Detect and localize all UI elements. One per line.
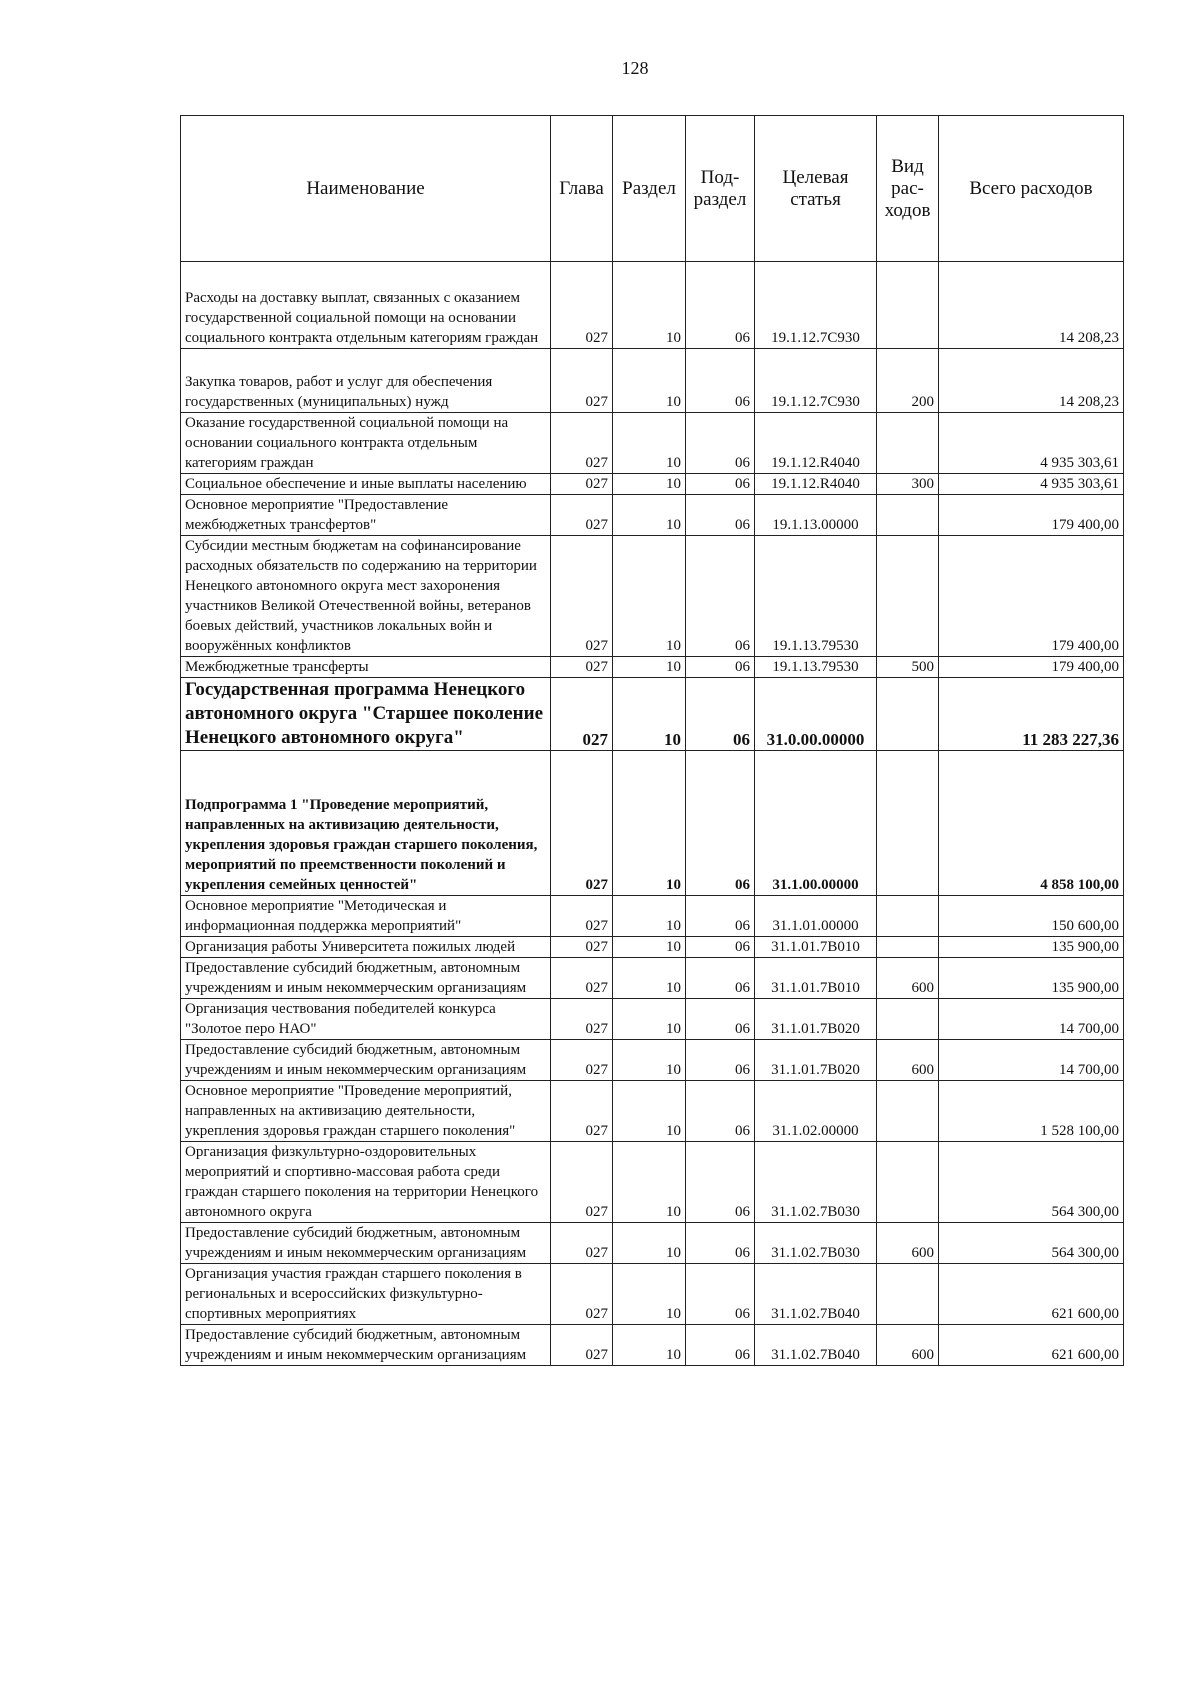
table-row [181,1040,1124,1081]
row-chapter: 027 [551,937,613,958]
header-name: Наименование [181,116,551,262]
row-target: 31.1.01.7В020 [755,999,877,1040]
row-section: 10 [613,413,686,474]
row-chapter: 027 [551,1223,613,1264]
row-section: 10 [613,1142,686,1223]
row-type [877,896,939,937]
row-chapter: 027 [551,1142,613,1223]
row-target: 19.1.12.7С930 [755,349,877,413]
row-type [877,1264,939,1325]
row-total: 4 935 303,61 [939,413,1124,474]
row-type [877,413,939,474]
row-chapter: 027 [551,262,613,349]
row-name: Основное мероприятие "Методическая и информационная поддержка мероприятий" [181,896,551,937]
row-type [877,495,939,536]
row-subsection: 06 [686,999,755,1040]
row-total: 564 300,00 [939,1223,1124,1264]
row-total: 14 700,00 [939,999,1124,1040]
row-name: Предоставление субсидий бюджетным, автономным учреждениям и иным некоммерческим организациям [181,958,551,999]
row-type [877,536,939,657]
row-target: 31.1.01.7В020 [755,1040,877,1081]
row-total: 179 400,00 [939,657,1124,678]
row-name: Организация физкультурно-оздоровительных мероприятий и спортивно-массовая работа среди граждан старшего поколения на территории Ненецкого автономного округа [181,1142,551,1223]
row-target: 31.1.01.7В010 [755,958,877,999]
row-subsection: 06 [686,896,755,937]
header-total: Всего расходов [939,116,1124,262]
row-subsection: 06 [686,678,755,751]
row-chapter: 027 [551,349,613,413]
row-name: Предоставление субсидий бюджетным, автономным учреждениям и иным некоммерческим организациям [181,1040,551,1081]
row-name: Предоставление субсидий бюджетным, автономным учреждениям и иным некоммерческим организациям [181,1325,551,1366]
row-type: 600 [877,1325,939,1366]
row-name: Социальное обеспечение и иные выплаты населению [181,474,551,495]
row-section: 10 [613,751,686,896]
row-chapter: 027 [551,958,613,999]
row-type: 600 [877,958,939,999]
row-section: 10 [613,1081,686,1142]
row-total: 564 300,00 [939,1142,1124,1223]
row-chapter: 027 [551,1325,613,1366]
row-subsection: 06 [686,937,755,958]
row-subsection: 06 [686,495,755,536]
page-number: 128 [621,58,649,78]
row-chapter: 027 [551,495,613,536]
row-type [877,999,939,1040]
row-chapter: 027 [551,413,613,474]
row-target: 19.1.12.R4040 [755,474,877,495]
row-section: 10 [613,678,686,751]
row-type: 300 [877,474,939,495]
table-row [181,495,1124,536]
row-total: 150 600,00 [939,896,1124,937]
row-target: 19.1.13.79530 [755,657,877,678]
row-type: 600 [877,1040,939,1081]
row-total: 14 700,00 [939,1040,1124,1081]
row-type [877,1142,939,1223]
row-type: 600 [877,1223,939,1264]
row-target: 19.1.12.7С930 [755,262,877,349]
header-row [181,116,1124,262]
row-total: 135 900,00 [939,937,1124,958]
table-row [181,937,1124,958]
row-name: Организация работы Университета пожилых людей [181,937,551,958]
row-total: 179 400,00 [939,495,1124,536]
row-subsection: 06 [686,751,755,896]
row-chapter: 027 [551,657,613,678]
row-chapter: 027 [551,536,613,657]
header-chapter: Глава [551,116,613,262]
row-target: 31.1.01.00000 [755,896,877,937]
row-total: 4 935 303,61 [939,474,1124,495]
row-type [877,1081,939,1142]
row-total: 11 283 227,36 [939,678,1124,751]
row-subsection: 06 [686,657,755,678]
row-total: 179 400,00 [939,536,1124,657]
table-row [181,1142,1124,1223]
row-section: 10 [613,1264,686,1325]
row-chapter: 027 [551,474,613,495]
table-row [181,349,1124,413]
row-type: 200 [877,349,939,413]
row-subsection: 06 [686,262,755,349]
row-section: 10 [613,495,686,536]
row-name: Оказание государственной социальной помощи на основании социального контракта отдельным категориям граждан [181,413,551,474]
row-subsection: 06 [686,1264,755,1325]
row-section: 10 [613,474,686,495]
row-type [877,262,939,349]
row-total: 621 600,00 [939,1325,1124,1366]
row-target: 31.0.00.00000 [755,678,877,751]
row-target: 19.1.12.R4040 [755,413,877,474]
table-row [181,474,1124,495]
row-chapter: 027 [551,1040,613,1081]
row-name: Организация чествования победителей конкурса "Золотое перо НАО" [181,999,551,1040]
row-section: 10 [613,896,686,937]
row-section: 10 [613,937,686,958]
row-name: Межбюджетные трансферты [181,657,551,678]
row-target: 31.1.00.00000 [755,751,877,896]
row-chapter: 027 [551,751,613,896]
row-subsection: 06 [686,958,755,999]
budget-table [180,115,1124,1366]
row-target: 31.1.02.7В040 [755,1325,877,1366]
row-total: 4 858 100,00 [939,751,1124,896]
row-section: 10 [613,958,686,999]
row-subsection: 06 [686,1325,755,1366]
row-name: Подпрограмма 1 "Проведение мероприятий, направленных на активизацию деятельности, укрепления здоровья граждан старшего поколения, мероприятий по преемственности поколений и укрепления семейных ценностей" [181,751,551,896]
table-row [181,262,1124,349]
row-name: Основное мероприятие "Проведение мероприятий, направленных на активизацию деятельности, укрепления здоровья граждан старшего поколения" [181,1081,551,1142]
row-section: 10 [613,1040,686,1081]
row-total: 621 600,00 [939,1264,1124,1325]
header-target-article: Целевая статья [755,116,877,262]
header-section: Раздел [613,116,686,262]
row-name: Предоставление субсидий бюджетным, автономным учреждениям и иным некоммерческим организациям [181,1223,551,1264]
row-target: 31.1.02.7В030 [755,1223,877,1264]
row-target: 31.1.02.7В040 [755,1264,877,1325]
header-subsection: Под-раздел [686,116,755,262]
row-chapter: 027 [551,678,613,751]
table-row [181,536,1124,657]
row-name: Закупка товаров, работ и услуг для обеспечения государственных (муниципальных) нужд [181,349,551,413]
header-expense-type: Вид рас-ходов [877,116,939,262]
row-subsection: 06 [686,1081,755,1142]
table-row [181,999,1124,1040]
row-section: 10 [613,1325,686,1366]
row-subsection: 06 [686,349,755,413]
row-type: 500 [877,657,939,678]
row-type [877,937,939,958]
row-name: Основное мероприятие "Предоставление межбюджетных трансфертов" [181,495,551,536]
row-name: Организация участия граждан старшего поколения в региональных и всероссийских физкультурно-спортивных мероприятиях [181,1264,551,1325]
row-chapter: 027 [551,1264,613,1325]
row-subsection: 06 [686,1040,755,1081]
row-total: 14 208,23 [939,262,1124,349]
row-section: 10 [613,999,686,1040]
row-subsection: 06 [686,536,755,657]
row-chapter: 027 [551,896,613,937]
row-subsection: 06 [686,1223,755,1264]
row-section: 10 [613,349,686,413]
row-name: Расходы на доставку выплат, связанных с оказанием государственной социальной помощи на основании социального контракта отдельным категориям граждан [181,262,551,349]
row-type [877,678,939,751]
row-subsection: 06 [686,1142,755,1223]
row-total: 14 208,23 [939,349,1124,413]
row-target: 31.1.02.7В030 [755,1142,877,1223]
table-row [181,678,1124,751]
table-row [181,1264,1124,1325]
table-row [181,896,1124,937]
row-subsection: 06 [686,413,755,474]
row-target: 19.1.13.00000 [755,495,877,536]
row-total: 1 528 100,00 [939,1081,1124,1142]
row-section: 10 [613,657,686,678]
table-row [181,1081,1124,1142]
row-section: 10 [613,1223,686,1264]
row-subsection: 06 [686,474,755,495]
row-total: 135 900,00 [939,958,1124,999]
table-row [181,751,1124,896]
row-section: 10 [613,536,686,657]
row-section: 10 [613,262,686,349]
row-name: Государственная программа Ненецкого автономного округа "Старшее поколение Ненецкого автономного округа" [181,678,551,751]
row-name: Субсидии местным бюджетам на софинансирование расходных обязательств по содержанию на территории Ненецкого автономного округа мест захоронения участников Великой Отечественной войны, ветеранов боевых действий, участников локальных войн и вооружённых конфликтов [181,536,551,657]
table-row [181,657,1124,678]
row-target: 19.1.13.79530 [755,536,877,657]
table-row [181,1325,1124,1366]
row-type [877,751,939,896]
table-row [181,958,1124,999]
table-row [181,1223,1124,1264]
row-chapter: 027 [551,999,613,1040]
row-target: 31.1.01.7В010 [755,937,877,958]
row-chapter: 027 [551,1081,613,1142]
table-row [181,413,1124,474]
row-target: 31.1.02.00000 [755,1081,877,1142]
